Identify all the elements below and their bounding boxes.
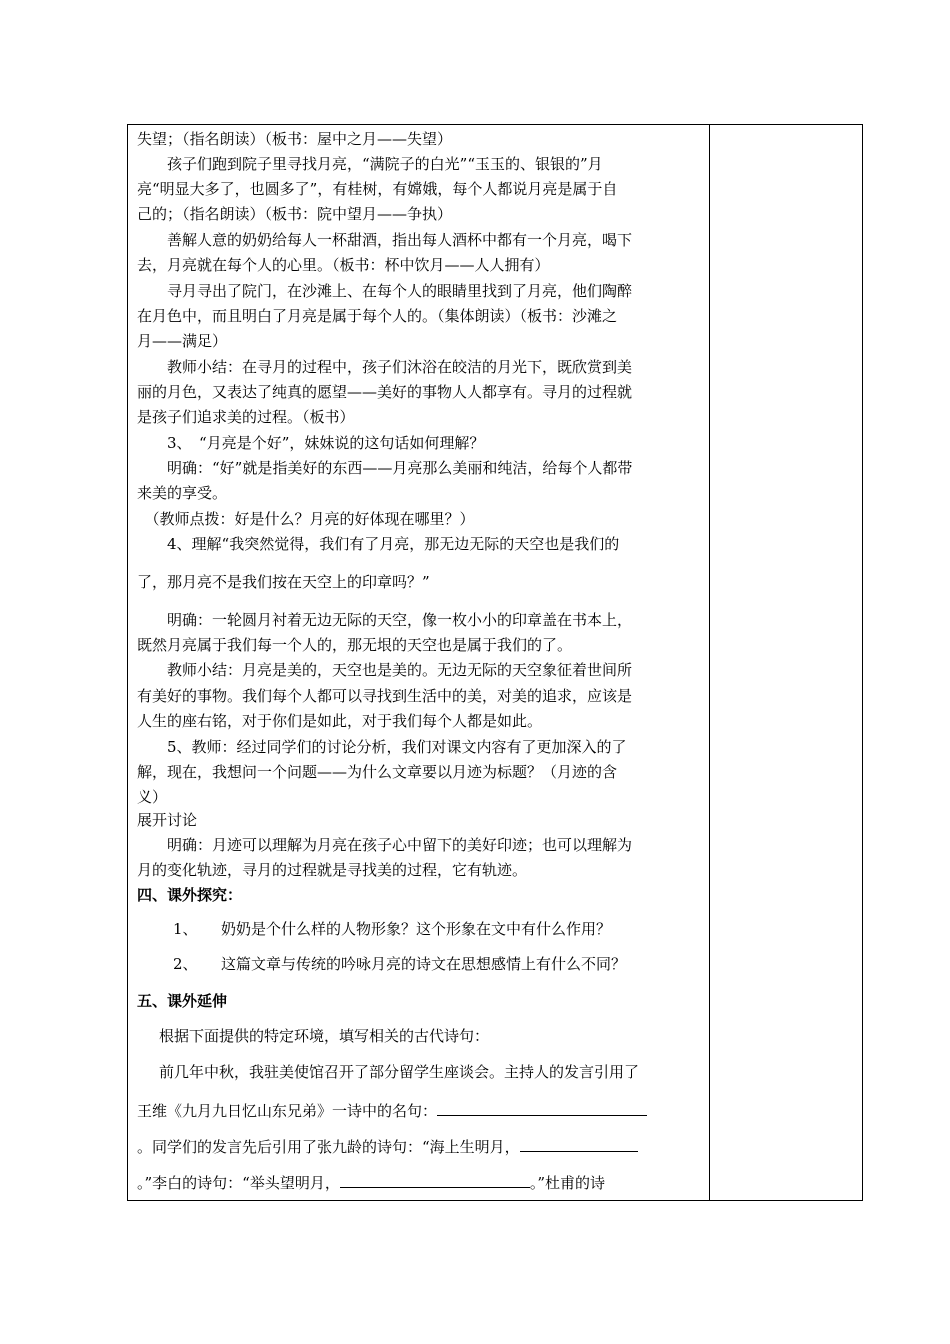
text-line: 丽的月色，又表达了纯真的愿望——美好的事物人人都享有。寻月的过程就 [137, 383, 633, 401]
passage-segment: 。同学们的发言先后引用了张九龄的诗句：“海上生明月， [137, 1138, 520, 1156]
fill-blank[interactable] [340, 1171, 530, 1188]
text-line: 明确：“好”就是指美好的东西——月亮那么美丽和纯洁，给每个人都带 [137, 459, 633, 477]
text-line: 失望；（指名朗读）（板书：屋中之月——失望） [137, 130, 453, 148]
passage-text: 前几年中秋，我驻美使馆召开了部分留学生座谈会。主持人的发言引用了 [159, 1063, 640, 1081]
text-line: 明确：月迹可以理解为月亮在孩子心中留下的美好印迹；也可以理解为 [137, 836, 633, 854]
text-line: 亮“明显大多了，也圆多了”，有桂树，有嫦娥，每个人都说月亮是属于自 [137, 180, 618, 198]
text-line: 在月色中，而且明白了月亮是属于每个人的。（集体朗读）（板书：沙滩之 [137, 307, 618, 325]
text-line: 了，那月亮不是我们按在天空上的印章吗？” [137, 573, 430, 591]
lesson-table [127, 124, 863, 1201]
passage-segment: 。”李白的诗句：“举头望明月， [137, 1174, 340, 1192]
text-line: 寻月寻出了院门，在沙滩上、在每个人的眼睛里找到了月亮，他们陶醉 [137, 282, 633, 300]
question-text: 奶奶是个什么样的人物形象？这个形象在文中有什么作用？ [221, 920, 612, 938]
passage-text [137, 1099, 647, 1121]
text-line: 月的变化轨迹，寻月的过程就是寻找美的过程，它有轨迹。 [137, 861, 528, 879]
text-line: 教师小结：月亮是美的，天空也是美的。无边无际的天空象征着世间所 [137, 661, 633, 679]
text-line: 孩子们跑到院子里寻找月亮，“满院子的白光”“玉玉的、银银的”月 [137, 155, 603, 173]
passage-text [137, 1135, 638, 1157]
text-line: 解，现在，我想问一个问题——为什么文章要以月迹为标题？（月迹的含 [137, 763, 618, 781]
fill-blank[interactable] [520, 1135, 638, 1152]
text-line: 明确：一轮圆月衬着无边无际的天空，像一枚小小的印章盖在书本上， [137, 611, 633, 629]
text-line: 展开讨论 [137, 811, 198, 829]
passage-segment: 王维《九月九日忆山东兄弟》一诗中的名句： [137, 1102, 438, 1120]
text-line: 己的；（指名朗读）（板书：院中望月——争执） [137, 205, 453, 223]
text-line: 义） [137, 788, 168, 806]
section-heading-explore: 四、课外探究： [137, 886, 243, 904]
fill-blank[interactable] [437, 1099, 647, 1116]
text-line: 既然月亮属于我们每一个人的，那无垠的天空也是属于我们的了。 [137, 636, 573, 654]
text-line: 善解人意的奶奶给每人一杯甜酒，指出每人酒杯中都有一个月亮，喝下 [137, 231, 633, 249]
text-line: 3、 “月亮是个好”，妹妹说的这句话如何理解？ [137, 434, 485, 452]
text-line: 5、教师：经过同学们的讨论分析，我们对课文内容有了更加深入的了 [137, 738, 627, 756]
text-line: 4、理解“我突然觉得，我们有了月亮，那无边无际的天空也是我们的 [137, 535, 620, 553]
section-heading-extension: 五、课外延伸 [137, 992, 228, 1010]
text-line: （教师点拨：好是什么？月亮的好体现在哪里？） [137, 510, 475, 528]
passage-segment: 。”杜甫的诗 [529, 1174, 606, 1192]
text-line: 教师小结：在寻月的过程中，孩子们沐浴在皎洁的月光下，既欣赏到美 [137, 358, 633, 376]
text-line: 是孩子们追求美的过程。（板书） [137, 408, 355, 426]
text-line: 去，月亮就在每个人的心里。（板书：杯中饮月——人人拥有） [137, 256, 550, 274]
question-text: 这篇文章与传统的吟咏月亮的诗文在思想感情上有什么不同？ [221, 955, 627, 973]
text-line: 来美的享受。 [137, 484, 228, 502]
question-number: 2、 [173, 955, 198, 973]
table-column-divider [709, 125, 710, 1200]
text-line: 有美好的事物。我们每个人都可以寻找到生活中的美，对美的追求，应该是 [137, 687, 633, 705]
text-line: 月——满足） [137, 332, 228, 350]
text-line: 人生的座右铭，对于你们是如此，对于我们每个人都是如此。 [137, 712, 543, 730]
passage-text [137, 1171, 605, 1193]
question-number: 1、 [173, 920, 198, 938]
instruction-text: 根据下面提供的特定环境，填写相关的古代诗句： [159, 1027, 490, 1045]
